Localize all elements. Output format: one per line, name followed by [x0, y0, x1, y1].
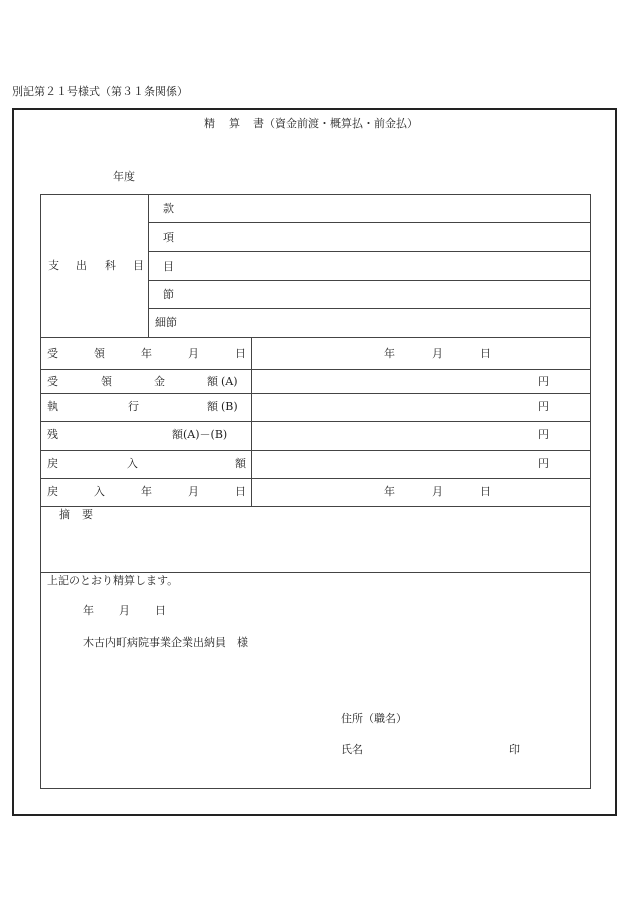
expense-category-char-1: 支	[48, 259, 59, 272]
refund-date-label-4: 月	[188, 485, 199, 498]
receipt-date-label-4: 月	[188, 347, 199, 360]
expense-category-char-2: 出	[76, 259, 87, 272]
address-label: 住所（職名）	[341, 712, 407, 725]
receipt-amount-label-3: 金	[154, 375, 165, 388]
receipt-date-label-1: 受	[47, 347, 58, 360]
statement-text: 上記のとおり精算します。	[47, 574, 179, 587]
refund-amount-label-3: 額	[235, 457, 246, 470]
seal-label: 印	[509, 743, 520, 756]
title-subtitle: （資金前渡・概算払・前金払）	[264, 117, 418, 130]
remarks-label-2: 要	[82, 508, 93, 521]
category-kou: 項	[163, 231, 174, 244]
category-saisetsu: 細節	[155, 316, 177, 329]
addressee: 木古内町病院事業企業出納員 様	[83, 636, 248, 649]
category-row-line-2	[148, 251, 590, 252]
receipt-date-label-2: 領	[94, 347, 105, 360]
refund-date-label-3: 年	[141, 485, 152, 498]
statement-date-year: 年	[83, 604, 94, 617]
table-border-left	[40, 194, 41, 789]
category-row-line-3	[148, 280, 590, 281]
title-char-1: 精	[204, 117, 215, 130]
category-moku: 目	[163, 260, 174, 273]
receipt-date-label-5: 日	[235, 347, 246, 360]
receipt-amount-label-1: 受	[47, 375, 58, 388]
table-border-bottom	[40, 788, 591, 789]
row-line-7	[40, 506, 591, 507]
category-row-line-1	[148, 222, 590, 223]
receipt-date-label-3: 年	[141, 347, 152, 360]
balance-label-rest: 額(A)－(B)	[172, 428, 228, 441]
expense-category-char-4: 目	[133, 259, 144, 272]
row-line-1	[40, 337, 591, 338]
category-row-line-4	[148, 308, 590, 309]
refund-date-year: 年	[384, 485, 395, 498]
row-line-4	[40, 421, 591, 422]
executed-amount-unit: 円	[538, 400, 549, 413]
receipt-amount-label-4: 額	[207, 375, 218, 388]
executed-amount-label-1: 執	[47, 400, 58, 413]
row-line-8	[40, 572, 591, 573]
category-setsu: 節	[163, 288, 174, 301]
refund-date-label-2: 入	[94, 485, 105, 498]
refund-date-day: 日	[480, 485, 491, 498]
title-char-2: 算	[229, 117, 240, 130]
receipt-date-day: 日	[480, 347, 491, 360]
statement-date-day: 日	[155, 604, 166, 617]
row-line-2	[40, 369, 591, 370]
refund-amount-unit: 円	[538, 457, 549, 470]
name-label: 氏名	[341, 743, 363, 756]
statement-date-month: 月	[119, 604, 130, 617]
refund-date-month: 月	[432, 485, 443, 498]
refund-amount-label-1: 戻	[47, 457, 58, 470]
label-value-divider	[251, 337, 252, 507]
refund-amount-label-2: 入	[127, 457, 138, 470]
table-border-right	[590, 194, 591, 789]
form-reference: 別記第２１号様式（第３１条関係）	[12, 85, 188, 98]
title-char-3: 書	[253, 117, 264, 130]
receipt-amount-unit: 円	[538, 375, 549, 388]
row-line-3	[40, 393, 591, 394]
remarks-label-1: 摘	[59, 508, 70, 521]
refund-date-label-5: 日	[235, 485, 246, 498]
receipt-date-year: 年	[384, 347, 395, 360]
fiscal-year-label: 年度	[113, 170, 135, 183]
expense-category-char-3: 科	[105, 259, 116, 272]
row-line-6	[40, 478, 591, 479]
category-kan: 款	[163, 202, 174, 215]
table-border-top	[40, 194, 591, 195]
receipt-amount-suffix: (A)	[221, 375, 238, 388]
executed-amount-label-3: 額	[207, 400, 218, 413]
row-line-5	[40, 450, 591, 451]
outer-frame	[12, 108, 617, 816]
category-divider	[148, 194, 149, 337]
balance-unit: 円	[538, 428, 549, 441]
executed-amount-label-2: 行	[128, 400, 139, 413]
refund-date-label-1: 戻	[47, 485, 58, 498]
receipt-date-month: 月	[432, 347, 443, 360]
receipt-amount-label-2: 領	[101, 375, 112, 388]
balance-label-1: 残	[47, 428, 58, 441]
executed-amount-suffix: (B)	[221, 400, 238, 413]
